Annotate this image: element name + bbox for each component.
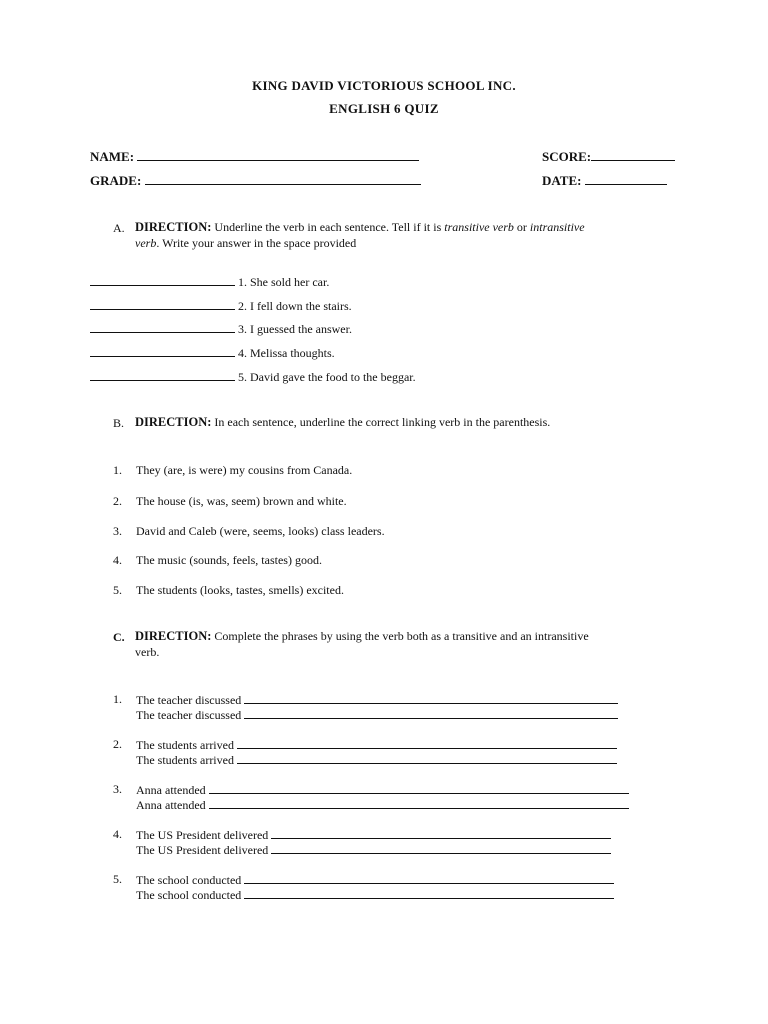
section-b-text: In each sentence, underline the correct linking verb in the parenthesis. — [211, 415, 551, 429]
list-item — [113, 494, 122, 509]
item-number: 2. — [113, 737, 122, 751]
answer-blank[interactable] — [244, 887, 614, 899]
answer-blank[interactable] — [90, 369, 235, 381]
grade-field — [90, 173, 421, 189]
section-c-text-1: Complete the phrases by using the verb both as a transitive and an intransitive — [211, 629, 589, 643]
score-field — [542, 149, 675, 165]
answer-blank[interactable] — [90, 274, 235, 286]
section-b-direction — [135, 415, 550, 430]
list-item — [136, 737, 617, 753]
section-a-term-2a: intransitive — [529, 220, 585, 234]
item-text: The students (looks, tastes, smells) excited. — [136, 583, 344, 597]
item-number: 4. — [113, 553, 122, 567]
item-text: 1. She sold her car. — [238, 275, 330, 289]
list-item — [90, 321, 352, 337]
list-item — [136, 692, 618, 708]
date-label: DATE: — [542, 173, 582, 188]
section-a-text-1: Underline the verb in each sentence. Tell if it is — [211, 220, 445, 234]
list-item — [136, 494, 347, 509]
section-b-marker: B. — [113, 416, 125, 430]
item-text: The US President delivered — [136, 843, 269, 857]
section-a-term-1: transitive verb — [444, 220, 514, 234]
date-field — [542, 173, 667, 189]
item-number: 3. — [113, 782, 122, 796]
answer-blank[interactable] — [244, 692, 618, 704]
list-item — [136, 524, 385, 539]
score-label: SCORE: — [542, 149, 592, 164]
quiz-title: ENGLISH 6 QUIZ — [329, 101, 439, 116]
list-item — [113, 553, 122, 568]
section-a-marker: A. — [113, 221, 125, 235]
answer-blank[interactable] — [237, 737, 617, 749]
score-blank[interactable] — [591, 149, 675, 161]
item-number: 3. — [113, 524, 122, 538]
section-a-direction-cont — [135, 236, 356, 251]
date-blank[interactable] — [585, 173, 667, 185]
section-c-direction — [135, 629, 589, 644]
list-item — [90, 298, 352, 314]
section-c-marker: C. — [113, 630, 125, 644]
answer-blank[interactable] — [237, 752, 617, 764]
section-c-direction-cont: verb. — [135, 645, 160, 659]
list-item — [136, 553, 322, 568]
list-item — [113, 524, 122, 539]
item-text: The US President delivered — [136, 828, 269, 842]
list-item — [113, 463, 122, 478]
list-item — [136, 583, 344, 598]
item-text: 2. I fell down the stairs. — [238, 299, 352, 313]
list-item — [136, 463, 352, 478]
item-text: They (are, is were) my cousins from Canada. — [136, 463, 353, 477]
section-a-text-3: . Write your answer in the space provided — [156, 236, 357, 250]
item-text: 4. Melissa thoughts. — [238, 346, 335, 360]
item-text: Anna attended — [136, 783, 206, 797]
item-number: 5. — [113, 583, 122, 597]
item-number: 1. — [113, 463, 122, 477]
name-field — [90, 149, 419, 165]
item-text: Anna attended — [136, 798, 206, 812]
section-a-direction — [135, 220, 585, 235]
item-number: 5. — [113, 872, 122, 886]
answer-blank[interactable] — [271, 827, 611, 839]
item-text: The teacher discussed — [136, 708, 242, 722]
item-text: The music (sounds, feels, tastes) good. — [136, 553, 322, 567]
grade-label: GRADE: — [90, 173, 142, 188]
list-item — [136, 797, 629, 813]
answer-blank[interactable] — [209, 797, 629, 809]
item-text: David and Caleb (were, seems, looks) class leaders. — [136, 524, 385, 538]
item-text: The teacher discussed — [136, 693, 242, 707]
name-blank[interactable] — [137, 149, 419, 161]
name-label: NAME: — [90, 149, 135, 164]
item-text: 3. I guessed the answer. — [238, 322, 352, 336]
answer-blank[interactable] — [90, 345, 235, 357]
list-item — [136, 752, 617, 768]
item-text: The school conducted — [136, 873, 242, 887]
answer-blank[interactable] — [90, 298, 235, 310]
section-a-text-2: or — [513, 220, 530, 234]
section-a-direction-label: DIRECTION: — [135, 220, 212, 234]
list-item — [136, 707, 618, 723]
item-text: The house (is, was, seem) brown and white. — [136, 494, 347, 508]
answer-blank[interactable] — [90, 321, 235, 333]
list-item — [136, 842, 611, 858]
item-text: The school conducted — [136, 888, 242, 902]
section-b-direction-label: DIRECTION: — [135, 415, 212, 429]
section-a-term-2b: verb — [135, 236, 157, 250]
answer-blank[interactable] — [271, 842, 611, 854]
answer-blank[interactable] — [244, 707, 618, 719]
list-item — [90, 274, 329, 290]
list-item — [136, 782, 629, 798]
section-c-direction-label: DIRECTION: — [135, 629, 212, 643]
list-item — [90, 369, 416, 385]
list-item — [90, 345, 335, 361]
item-number: 2. — [113, 494, 122, 508]
list-item — [136, 827, 611, 843]
answer-blank[interactable] — [244, 872, 614, 884]
item-number: 4. — [113, 827, 122, 841]
list-item — [136, 887, 614, 903]
list-item — [113, 583, 122, 598]
answer-blank[interactable] — [209, 782, 629, 794]
grade-blank[interactable] — [145, 173, 421, 185]
item-text: The students arrived — [136, 738, 234, 752]
item-text: The students arrived — [136, 753, 234, 767]
school-name: KING DAVID VICTORIOUS SCHOOL INC. — [252, 78, 516, 93]
item-number: 1. — [113, 692, 122, 706]
item-text: 5. David gave the food to the beggar. — [238, 370, 416, 384]
list-item — [136, 872, 614, 888]
